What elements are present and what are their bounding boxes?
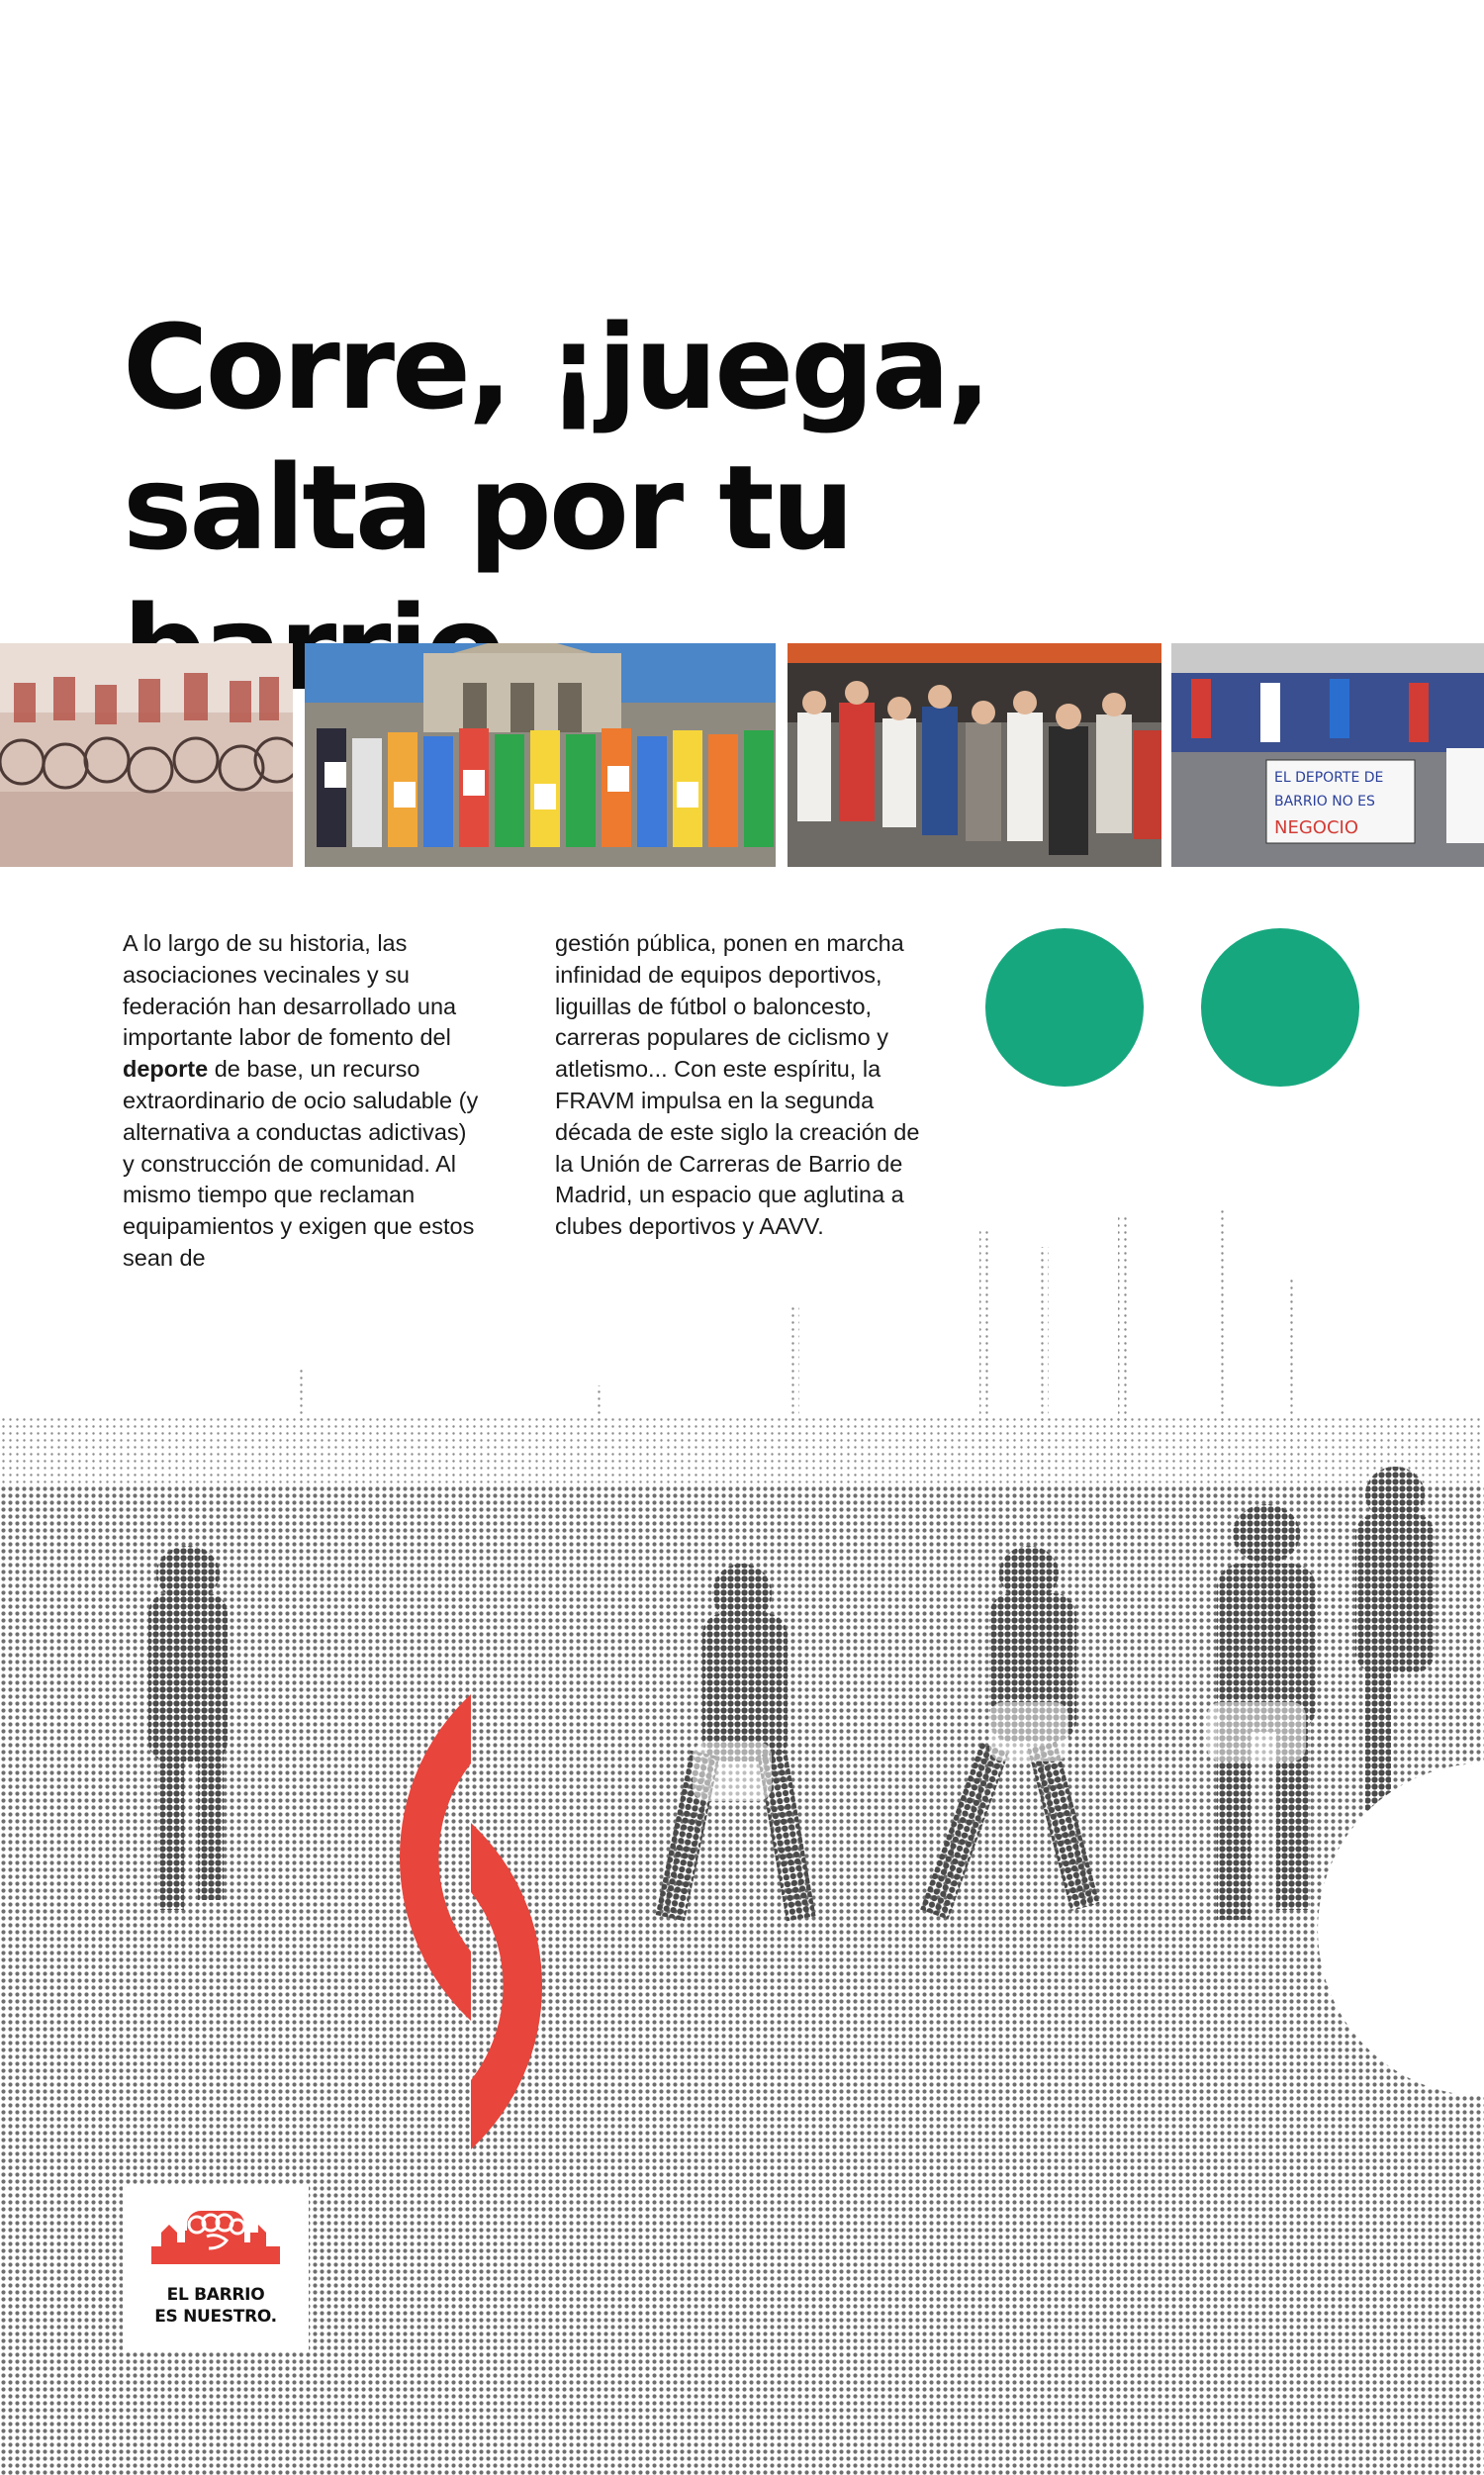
body-bold-word: deporte (123, 1056, 209, 1083)
logo-text-line-2: ES NUESTRO. (154, 2307, 277, 2327)
red-s-mark-icon (297, 1694, 643, 2149)
green-dot-left (985, 928, 1144, 1087)
protest-banner-photo (1171, 643, 1484, 867)
body-text-1a: A lo largo de su historia, las asociaciones vecinales y su federación han desarrollado una importante labor de fomento del (123, 930, 457, 1051)
logo-text-line-1: EL BARRIO (166, 2285, 265, 2305)
title-line-1: Corre, ¡juega, (123, 299, 989, 435)
banner-line-1: EL DEPORTE DE (1274, 770, 1384, 786)
green-dot-right (1201, 928, 1359, 1087)
vintage-cyclists-photo (0, 643, 293, 867)
group-puerta-de-alcala-photo (305, 643, 776, 867)
banner-line-2: BARRIO NO ES (1274, 794, 1375, 809)
body-text-1b: de base, un recurso extraordinario de ocio saludable (y alternativa a conductas adictivas) y construcción de comunidad. Al mismo tiempo que reclaman equipamientos y exigen que estos sean de (123, 1056, 479, 1271)
banner-line-3: NEGOCIO (1274, 817, 1358, 838)
body-text-column-2: gestión pública, ponen en marcha infinidad de equipos deportivos, liguillas de fútbol o baloncesto, carreras populares de ciclismo y atletismo... Con este espíritu, la FRAVM impulsa en la segunda década de este siglo la creación de la Unión de Carreras de Barrio de Madrid, un espacio que aglutina a clubes deportivos y AAVV. (555, 930, 920, 1240)
el-barrio-es-nuestro-logo (123, 2185, 309, 2351)
street-race-runners-photo (788, 643, 1161, 867)
title-line-2: salta por tu (123, 439, 852, 576)
fist-skyline-icon (151, 2203, 280, 2272)
